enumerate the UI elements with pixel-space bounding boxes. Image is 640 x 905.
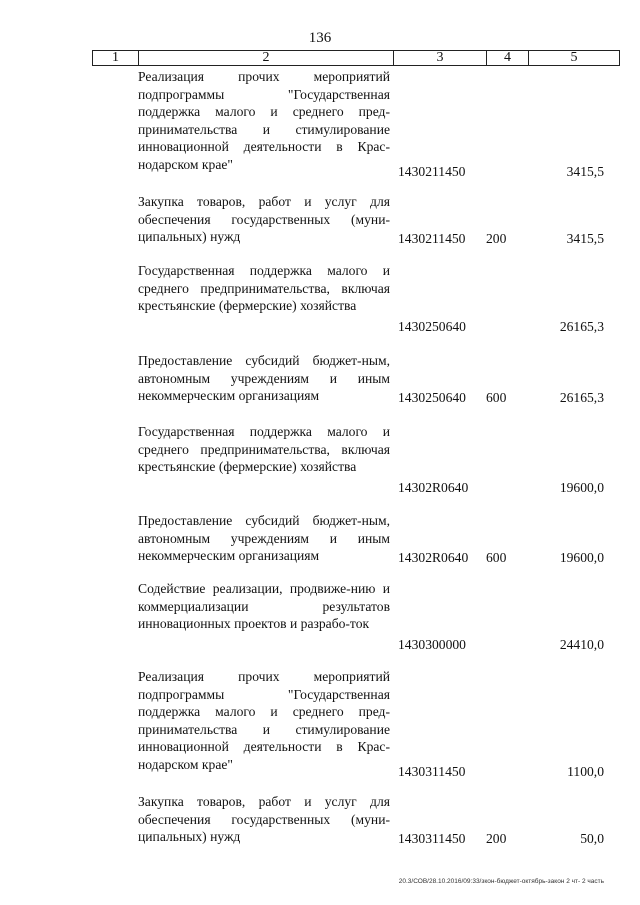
row-description: Закупка товаров, работ и услуг для обеспечения государственных (муни-ципальных) нужд <box>138 194 390 244</box>
row-amount: 1100,0 <box>567 764 604 779</box>
row-description: Реализация прочих мероприятий подпрограммы "Государственная поддержка малого и среднего пред-принимательства и стимулирование инновационной деятельности в Крас-нодарском крае" <box>138 69 390 172</box>
row-description: Реализация прочих мероприятий подпрограммы "Государственная поддержка малого и среднего пред-принимательства и стимулирование инновационной деятельности в Крас-нодарском крае" <box>138 669 390 772</box>
row-code: 1430250640 <box>398 319 466 334</box>
footer-note: 20.3/СОВ/28.10.2016/09:33/зкон-бюджет-октябрь-закон 2 чт- 2 часть <box>398 878 604 885</box>
row-code: 1430311450 <box>398 764 466 779</box>
header-col-1: 1 <box>93 51 139 65</box>
header-col-2: 2 <box>139 51 394 65</box>
row-amount: 19600,0 <box>559 550 604 565</box>
row-code: 14302R0640 <box>398 480 469 495</box>
header-col-3: 3 <box>394 51 487 65</box>
row-expense-type: 200 <box>486 231 507 246</box>
row-amount: 24410,0 <box>559 637 604 652</box>
row-description: Содействие реализации, продвиже-нию и коммерциализации результатов инновационных проектов и разрабо-ток <box>138 581 390 631</box>
row-amount: 3415,5 <box>566 231 604 246</box>
row-code: 14302R0640 <box>398 550 469 565</box>
row-amount: 26165,3 <box>559 319 604 334</box>
row-code: 1430311450 <box>398 831 466 846</box>
row-description: Предоставление субсидий бюджет-ным, автономным учреждениям и иным некоммерческим организациям <box>138 513 390 563</box>
row-description: Предоставление субсидий бюджет-ным, автономным учреждениям и иным некоммерческим организациям <box>138 353 390 403</box>
row-description: Закупка товаров, работ и услуг для обеспечения государственных (муни-ципальных) нужд <box>138 794 390 844</box>
row-code: 1430211450 <box>398 231 466 246</box>
header-col-4: 4 <box>487 51 529 65</box>
row-expense-type: 200 <box>486 831 507 846</box>
row-amount: 19600,0 <box>559 480 604 495</box>
row-code: 1430211450 <box>398 164 466 179</box>
row-amount: 50,0 <box>580 831 604 846</box>
row-description: Государственная поддержка малого и среднего предпринимательства, включая крестьянские (фермерские) хозяйства <box>138 424 390 474</box>
row-amount: 3415,5 <box>566 164 604 179</box>
row-code: 1430250640 <box>398 390 466 405</box>
header-col-5: 5 <box>570 50 578 65</box>
page-number: 136 <box>308 30 332 46</box>
table-header <box>92 50 620 66</box>
row-expense-type: 600 <box>486 550 507 565</box>
row-description: Государственная поддержка малого и среднего предпринимательства, включая крестьянские (фермерские) хозяйства <box>138 263 390 313</box>
row-expense-type: 600 <box>486 390 507 405</box>
row-amount: 26165,3 <box>559 390 604 405</box>
row-code: 1430300000 <box>398 637 466 652</box>
